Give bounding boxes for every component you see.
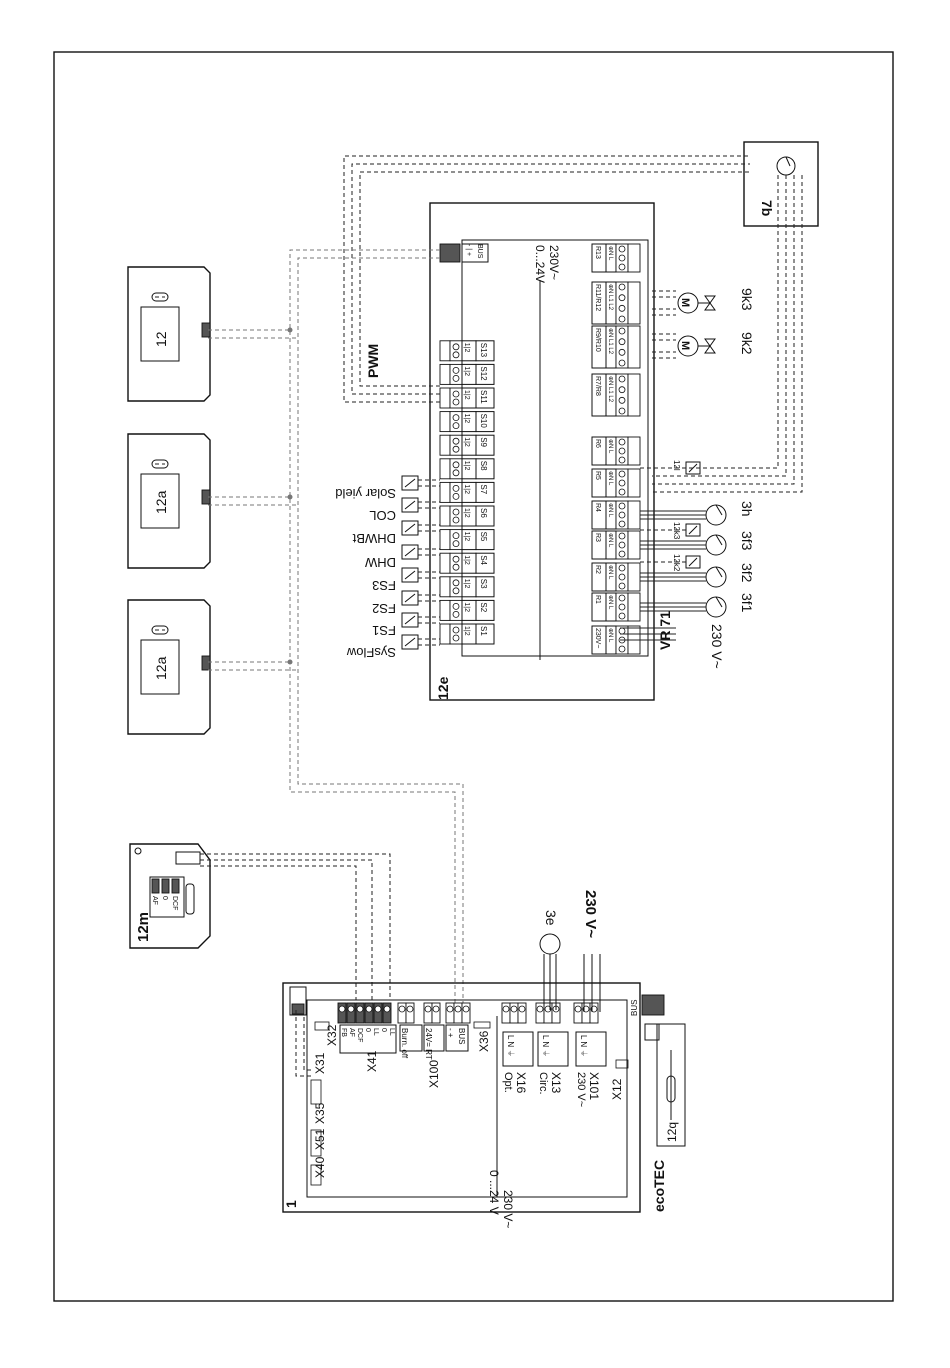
output-label: 3h <box>739 501 755 517</box>
relay-terminal-label: R3 <box>594 533 601 542</box>
boiler-terminal <box>502 1003 510 1023</box>
relay-terminal-label: R11/R12 <box>594 284 601 312</box>
connector-x35: X35 <box>313 1102 327 1124</box>
relay-terminal-label: 230V~ <box>594 628 601 649</box>
connector-x40: X40 <box>313 1156 327 1178</box>
room-controller-1 <box>128 600 210 734</box>
sensor-pin-label: 1|2 <box>463 342 470 353</box>
sensor-dhw <box>364 545 440 570</box>
relay-terminal-r9r10 <box>592 326 640 368</box>
relay-pin-label: ⊕N L1 L2 <box>607 284 613 311</box>
x41-pin-label: AF <box>348 1028 355 1037</box>
boiler-terminal <box>446 1003 454 1023</box>
sensor-terminal-s5 <box>440 530 494 550</box>
outdoor-sensor-pin-af: AF <box>151 896 158 905</box>
sensor-terminal-label: S6 <box>479 508 488 518</box>
output-label: 3f2 <box>739 563 755 583</box>
boiler-terminal <box>398 1003 406 1023</box>
sensor-solar-yield <box>335 476 440 501</box>
relay-terminal-label: R7/R8 <box>594 376 601 396</box>
boiler-terminal <box>365 1003 373 1023</box>
connector-x101: X101 <box>587 1072 601 1101</box>
connector-x16: X16 <box>514 1072 528 1094</box>
relay-terminal-r3 <box>592 531 640 559</box>
relay-terminal-label: R1 <box>594 595 601 604</box>
vr71-bus-label: BUS <box>476 244 483 259</box>
sensor-terminal-s13 <box>440 341 494 361</box>
solar-station-tag: 7b <box>759 200 775 217</box>
sensor-label: DHWBt <box>352 531 396 546</box>
boiler-terminal <box>518 1003 526 1023</box>
sensor-terminal-s3 <box>440 577 494 597</box>
relay-terminal-label: R6 <box>594 439 601 448</box>
relay-12k2 <box>640 554 700 572</box>
boiler-terminal <box>356 1003 364 1023</box>
boiler-tag: 1 <box>283 1200 299 1208</box>
sensor-terminal-s11 <box>440 388 494 408</box>
output-3h <box>640 501 755 525</box>
outdoor-sensor-pin-0: 0 <box>161 896 168 900</box>
relay-terminal-label: R4 <box>594 503 601 512</box>
vr71-tag: 12e <box>435 676 451 700</box>
sensor-label: SysFlow <box>346 645 396 660</box>
room-controller-2 <box>128 434 210 568</box>
boiler-terminal <box>424 1003 432 1023</box>
relay-12k3 <box>640 522 700 540</box>
connector-x51: X51 <box>313 1128 327 1150</box>
sensor-terminal-s6 <box>440 506 494 526</box>
outdoor-sensor-pin-dcf: DCF <box>171 896 178 911</box>
module-12q <box>645 1024 685 1146</box>
sensor-pin-label: 1|2 <box>463 626 470 636</box>
vr71-bus-polarity: - | + <box>465 244 472 257</box>
boiler-supply-label: 230 V~ <box>582 890 599 938</box>
boiler-terminal <box>383 1003 391 1023</box>
mixer-9k2-symbol: M <box>679 341 691 351</box>
sensor-terminal-label: S4 <box>479 555 488 565</box>
x41-pin-label: 0 <box>364 1028 371 1032</box>
mixer-9k3-symbol: M <box>679 298 691 308</box>
connector-x100: X100 <box>427 1059 441 1088</box>
sensor-terminal-label: S3 <box>479 578 488 589</box>
relay-terminal-column <box>592 244 640 654</box>
boiler-terminal <box>432 1003 440 1023</box>
boiler-bus-polarity: - + <box>446 1028 455 1038</box>
sensor-terminal-label: S13 <box>479 342 488 358</box>
boiler-burner-label: Burn. off <box>400 1028 409 1059</box>
sensor-terminal-s1 <box>440 624 494 644</box>
vr71-bus-terminal <box>440 244 488 262</box>
output-3f3 <box>640 531 755 555</box>
room-controllers <box>128 267 210 734</box>
boiler-mains-label: 230 V~ <box>575 1072 587 1108</box>
boiler-terminal <box>454 1003 462 1023</box>
boiler-opt-label: Opt. <box>502 1072 514 1093</box>
relay-terminal-r6 <box>592 437 640 465</box>
relay-pin-label: ⊕N L <box>607 246 613 261</box>
sensor-terminal-s2 <box>440 600 494 620</box>
boiler-terminal <box>406 1003 414 1023</box>
sensor-terminal-label: S9 <box>479 437 488 447</box>
connector-x32: X32 <box>325 1024 339 1046</box>
x41-pin-labels <box>340 1028 395 1042</box>
solar-station-7b <box>744 142 818 226</box>
sensor-terminal-label: S8 <box>479 460 488 471</box>
relay-pin-label: ⊕N L <box>607 628 613 643</box>
connector-x31: X31 <box>313 1052 327 1074</box>
sensor-terminal-s7 <box>440 482 494 502</box>
boiler-terminal <box>374 1003 382 1023</box>
boiler-bus-label: BUS <box>630 999 639 1016</box>
connector-x13: X13 <box>549 1072 563 1094</box>
sensor-dhwbt <box>352 521 440 546</box>
outdoor-sensor-12m <box>130 844 210 948</box>
page-frame <box>54 52 893 1301</box>
output-label: 3f1 <box>739 593 755 613</box>
vr71-supply-label: 230 V~ <box>709 624 725 669</box>
relay-terminal-label: R9/R10 <box>594 328 601 352</box>
vr71-model: VR 71 <box>657 611 673 650</box>
boiler-terminal <box>462 1003 470 1023</box>
relay-pin-label: ⊕N L1 L2 <box>607 328 613 355</box>
relay-terminal-label: R2 <box>594 565 601 574</box>
mixer-9k2 <box>678 332 755 356</box>
relay-pin-label: ⊕N L <box>607 471 613 486</box>
x41-pin-label: LL <box>388 1028 395 1036</box>
relay-label: 12k3 <box>672 522 681 540</box>
sensor-pin-label: 1|2 <box>463 390 470 400</box>
boiler-ecotec <box>283 983 667 1228</box>
boiler-terminal <box>544 1003 552 1023</box>
sensor-terminal-s4 <box>440 553 494 573</box>
room-controller-3 <box>128 267 210 401</box>
relay-label: 12l <box>672 460 681 471</box>
sensor-terminal-s8 <box>440 459 494 479</box>
x41-pin-label: LL <box>372 1028 379 1036</box>
relay-pin-label: ⊕N L <box>607 533 613 548</box>
x41-pin-label: FB <box>340 1028 347 1037</box>
relay-terminal-r5 <box>592 469 640 497</box>
outdoor-sensor-tag: 12m <box>135 911 152 942</box>
mixer-9k3-label: 9k3 <box>739 288 755 311</box>
output-label: 3f3 <box>739 531 755 551</box>
sensor-pin-label: 1|2 <box>463 602 470 613</box>
relay-12l <box>640 460 700 474</box>
sensor-label: DHW <box>364 555 396 570</box>
boiler-lnp-x13: L N ⏚ <box>541 1035 550 1058</box>
vr71-voltage-low: 0...24V <box>533 245 547 284</box>
sensor-pin-label: 1|2 <box>463 531 470 542</box>
boiler-voltage-low: 0 ...24 V <box>487 1170 501 1215</box>
boiler-terminal <box>338 1003 346 1023</box>
sensor-label: Solar yield <box>335 486 396 501</box>
boiler-terminal <box>347 1003 355 1023</box>
mixer-9k3 <box>678 288 755 313</box>
relay-pin-label: ⊕N L <box>607 565 613 580</box>
connector-x36: X36 <box>477 1030 491 1052</box>
relay-terminal-r4 <box>592 501 640 529</box>
connector-x41: X41 <box>365 1050 379 1072</box>
boiler-rt-label: 24V= RT <box>424 1028 433 1060</box>
sensor-pin-label: 1|2 <box>463 437 470 447</box>
x41-pin-label: DCF <box>356 1028 363 1043</box>
connector-x12: X12 <box>610 1078 624 1100</box>
sensor-terminal-s9 <box>440 435 494 455</box>
boiler-terminal <box>510 1003 518 1023</box>
sensor-terminal-s10 <box>440 412 494 432</box>
boiler-lnp-x101: L N ⏚ <box>579 1035 588 1058</box>
boiler-terminal <box>536 1003 544 1023</box>
boiler-bus-block: BUS <box>457 1028 466 1045</box>
sensor-terminal-s12 <box>440 364 494 384</box>
vr71-voltage-high: 230V~ <box>547 245 561 281</box>
pump-3e-label: 3e <box>543 910 559 926</box>
x41-pin-label: 0 <box>380 1028 387 1032</box>
relay-label: 12k2 <box>672 554 681 572</box>
relay-terminal-r7r8 <box>592 374 640 416</box>
boiler-brand: ecoTEC <box>651 1159 667 1212</box>
sensor-label: FS3 <box>372 578 396 593</box>
sensor-pin-label: 1|2 <box>463 578 470 589</box>
sensor-terminal-label: S5 <box>479 531 488 542</box>
sensor-pin-label: 1|2 <box>463 555 470 565</box>
sensor-terminal-label: S11 <box>479 390 488 404</box>
sensor-pin-label: 1|2 <box>463 508 470 518</box>
vr71-module <box>365 203 673 700</box>
sensor-pin-label: 1|2 <box>463 366 470 377</box>
boiler-terminal <box>582 1003 590 1023</box>
sensor-pin-label: 1|2 <box>463 484 470 495</box>
sensor-terminal-label: S7 <box>479 484 488 495</box>
sensor-terminal-label: S12 <box>479 366 488 381</box>
relay-pin-label: ⊕N L <box>607 595 613 610</box>
relay-terminal-r1 <box>592 593 640 621</box>
module-12q-label: 12q <box>665 1121 679 1142</box>
sensor-label: COL <box>369 508 396 523</box>
relay-terminal-r2 <box>592 563 640 591</box>
room-controller-tag: 12a <box>153 490 169 514</box>
relay-pin-label: ⊕N L1 L2 <box>607 376 613 403</box>
sensor-terminal-label: S10 <box>479 413 488 428</box>
room-controller-tag: 12a <box>153 656 169 680</box>
boiler-circ-label: Circ. <box>537 1072 549 1095</box>
relay-terminal-r13 <box>592 244 640 272</box>
relay-terminal-label: R5 <box>594 471 601 480</box>
mixer-9k2-label: 9k2 <box>739 332 755 355</box>
boiler-terminal-row <box>338 1003 598 1023</box>
sensor-label: FS2 <box>372 601 396 616</box>
boiler-lnp-x16: L N ⏚ <box>506 1035 515 1058</box>
sensor-pin-label: 1|2 <box>463 460 470 471</box>
sensor-terminal-column <box>440 341 494 644</box>
boiler-terminal <box>590 1003 598 1023</box>
boiler-terminal <box>574 1003 582 1023</box>
sensor-terminal-label: S2 <box>479 602 488 613</box>
sensor-label: FS1 <box>372 623 396 638</box>
relay-terminal-label: R13 <box>594 246 601 259</box>
output-3f2 <box>640 563 755 587</box>
sensor-pin-label: 1|2 <box>463 413 470 424</box>
relay-terminal-r11r12 <box>592 282 640 324</box>
sensor-symbols <box>335 476 440 660</box>
relay-pin-label: ⊕N L <box>607 503 613 518</box>
pump-3e <box>540 910 560 1010</box>
sensor-terminal-label: S1 <box>479 626 488 636</box>
room-controller-tag: 12 <box>153 331 169 347</box>
relay-pin-label: ⊕N L <box>607 439 613 454</box>
boiler-voltage-high: 230 V~ <box>501 1190 515 1229</box>
vr71-pwm-label: PWM <box>365 343 381 378</box>
